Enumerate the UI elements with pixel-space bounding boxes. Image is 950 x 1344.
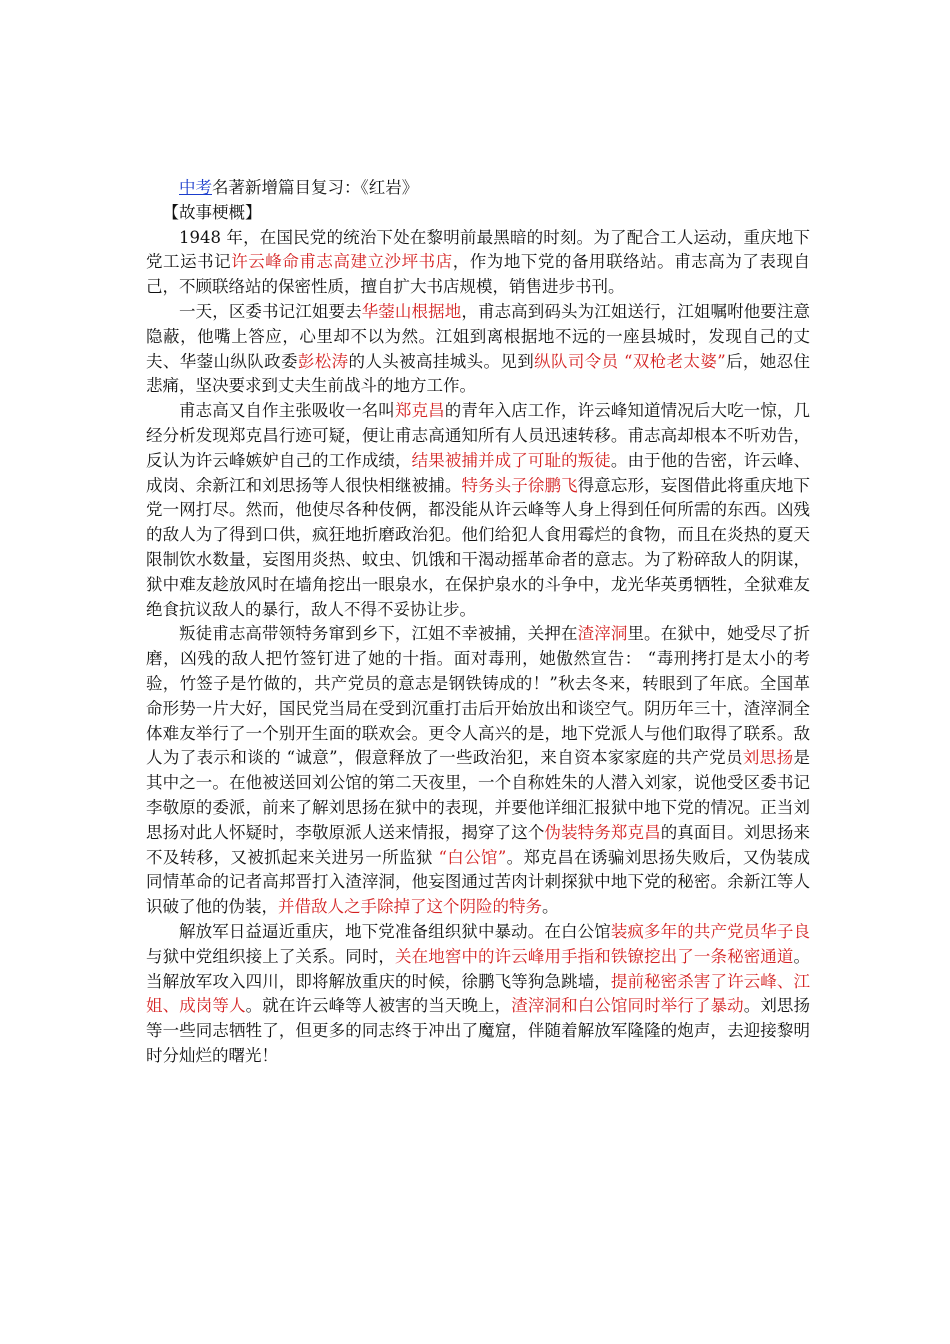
paragraph-text: 。郑克昌在诱骗刘思扬失败后，又伪装成同情革命的记者高邦晋打入渣滓洞，他妄图通过苦肉计刺探狱中地下党的秘密。余新江等人识破了他的伪装，: [146, 847, 811, 917]
paragraph-text: 是其中之一。在他被送回刘公馆的第二天夜里，一个自称姓朱的人潜入刘家，说他受区委书记李敬原的委派，前来了解刘思扬在狱中的表现，并要他详细汇报狱中地下党的情况。正当刘思扬对此人怀疑时，李敬原派人送来情报，揭穿了这个: [146, 748, 810, 842]
highlighted-text: 郑克昌: [394, 401, 445, 421]
paragraph: [146, 226, 810, 300]
paragraph-text: 叛徒甫志高带领特务窜到乡下，江姐不幸被捕，关押在: [179, 624, 578, 644]
paragraph-text: 。就在许云峰等人被害的当天晚上，: [245, 996, 512, 1016]
paragraph-text: 1948 年，在国民党的统治下处在黎明前最黑暗的时刻。为了配合工人运动，重庆地下党工运书记: [146, 227, 810, 272]
zhongkao-link[interactable]: 中考: [179, 178, 212, 197]
paragraph: [146, 622, 810, 920]
paragraph-text: 一天，区委书记江姐要去: [179, 301, 362, 321]
highlighted-text: 华蓥山根据地: [361, 301, 462, 321]
paragraph-text: 与狱中党组织接上了关系。同时，: [146, 946, 396, 966]
paragraph-text: 。当解放军攻入四川，即将解放重庆的时候，徐鹏飞等狗急跳墙，: [146, 946, 811, 991]
highlighted-text: 伪装特务郑克昌: [544, 822, 661, 842]
document-body: [146, 176, 810, 1069]
paragraph-text: 。刘思扬等一些同志牺牲了，但更多的同志终于冲出了魔窟，伴随着解放军隆隆的炮声，去迎接黎明时分灿烂的曙光！: [146, 996, 811, 1065]
highlighted-text: “白公馆”: [438, 847, 507, 867]
highlighted-text: 渣滓洞和白公馆同时举行了暴动: [511, 996, 744, 1016]
paragraph-text: 的人头被高挂城头。见到: [348, 351, 535, 371]
paragraph-text: 得意忘形，妄图借此将重庆地下党一网打尽。然而，他使尽各种伎俩，都没能从许云峰等人身上得到任何所需的东西。凶残的敌人为了得到口供，疯狂地折磨政治犯。他们给犯人食用霉烂的食物，而且在炎热的夏天限制饮水数量，妄图用炎热、蚊虫、饥饿和干渴动摇革命者的意志。为了粉碎敌人的阴谋，狱中难友趁放风时在墙角挖出一眼泉水，在保护泉水的斗争中，龙光华英勇牺牲，全狱难友绝食抗议敌人的暴行，敌人不得不妥协让步。: [146, 475, 811, 619]
title-text: 名著新增篇目复习：《红岩》: [212, 178, 419, 197]
highlighted-text: 彭松涛: [297, 351, 349, 371]
section-heading: 【故事梗概】: [162, 202, 262, 222]
paragraph-text: 的青年入店工作，许云峰知道情况后大吃一惊，几经分析发现郑克昌行迹可疑，便让甫志高通知所有人员迅速转移。甫志高却根本不听劝告，反认为许云峰嫉妒自己的工作成绩，: [146, 401, 811, 470]
highlighted-text: 纵队司令员 “双枪老太婆”: [534, 351, 726, 371]
paragraph-text: ，甫志高到码头为江姐送行，江姐嘱咐他要注意隐蔽，他嘴上答应，心里却不以为然。江姐到离根据地不远的一座县城时，发现自己的丈夫、华蓥山纵队政委: [146, 301, 811, 371]
highlighted-text: 刘思扬: [742, 748, 794, 768]
paragraph: [146, 300, 810, 399]
document-title: [146, 176, 810, 201]
paragraph: [146, 399, 810, 622]
highlighted-text: 并借敌人之手除掉了这个阴险的特务: [278, 897, 542, 917]
highlighted-text: 装疯多年的共产党员华子良: [610, 921, 811, 941]
highlighted-text: 许云峰命甫志高建立沙坪书店: [231, 252, 453, 272]
paragraph-text: 里。在狱中，她受尽了折磨，凶残的敌人把竹签钉进了她的十指。面对毒刑，她傲然宣告： “毒刑拷打是太小的考验，竹签子是竹做的，共产党员的意志是钢铁铸成的！”秋去冬来，转眼到了年底。全国革命形势一片大好，国民党当局在受到沉重打击后开始放出和谈空气。阴历年三十，渣滓洞全体难友举行了一个别开生面的联欢会。更令人高兴的是，地下党派人与他们取得了联系。敌人为了表示和谈的 “诚意”，假意释放了一些政治犯，来自资本家家庭的共产党员: [146, 624, 811, 768]
paragraph-text: 解放军日益逼近重庆，地下党准备组织狱中暴动。在白公馆: [179, 921, 611, 941]
highlighted-text: 渣滓洞: [577, 624, 628, 644]
paragraph-text: 后，她忍住悲痛，坚决要求到丈夫生前战斗的地方工作。: [146, 351, 811, 396]
paragraph-text: 的真面目。刘思扬来不及转移，又被抓起来关进另一所监狱: [146, 822, 811, 867]
highlighted-text: 结果被捕并成了可耻的叛徒: [411, 450, 611, 470]
paragraph-text: 。由于他的告密，许云峰、成岗、余新江和刘思扬等人很快相继被捕。: [146, 450, 811, 495]
highlighted-text: 提前秘密杀害了许云峰、江姐、成岗等人: [146, 971, 811, 1016]
story-paragraphs: [146, 226, 810, 1069]
paragraph-text: ，作为地下党的备用联络站。甫志高为了表现自己，不顾联络站的保密性质，擅自扩大书店规模，销售进步书刊。: [146, 252, 811, 297]
paragraph-text: 。: [542, 897, 559, 917]
highlighted-text: 关在地窖中的许云峰用手指和铁镣挖出了一条秘密通道: [395, 946, 794, 966]
paragraph: [146, 920, 810, 1069]
highlighted-text: 特务头子徐鹏飞: [461, 475, 578, 495]
paragraph-text: 甫志高又自作主张吸收一名叫: [179, 401, 395, 421]
